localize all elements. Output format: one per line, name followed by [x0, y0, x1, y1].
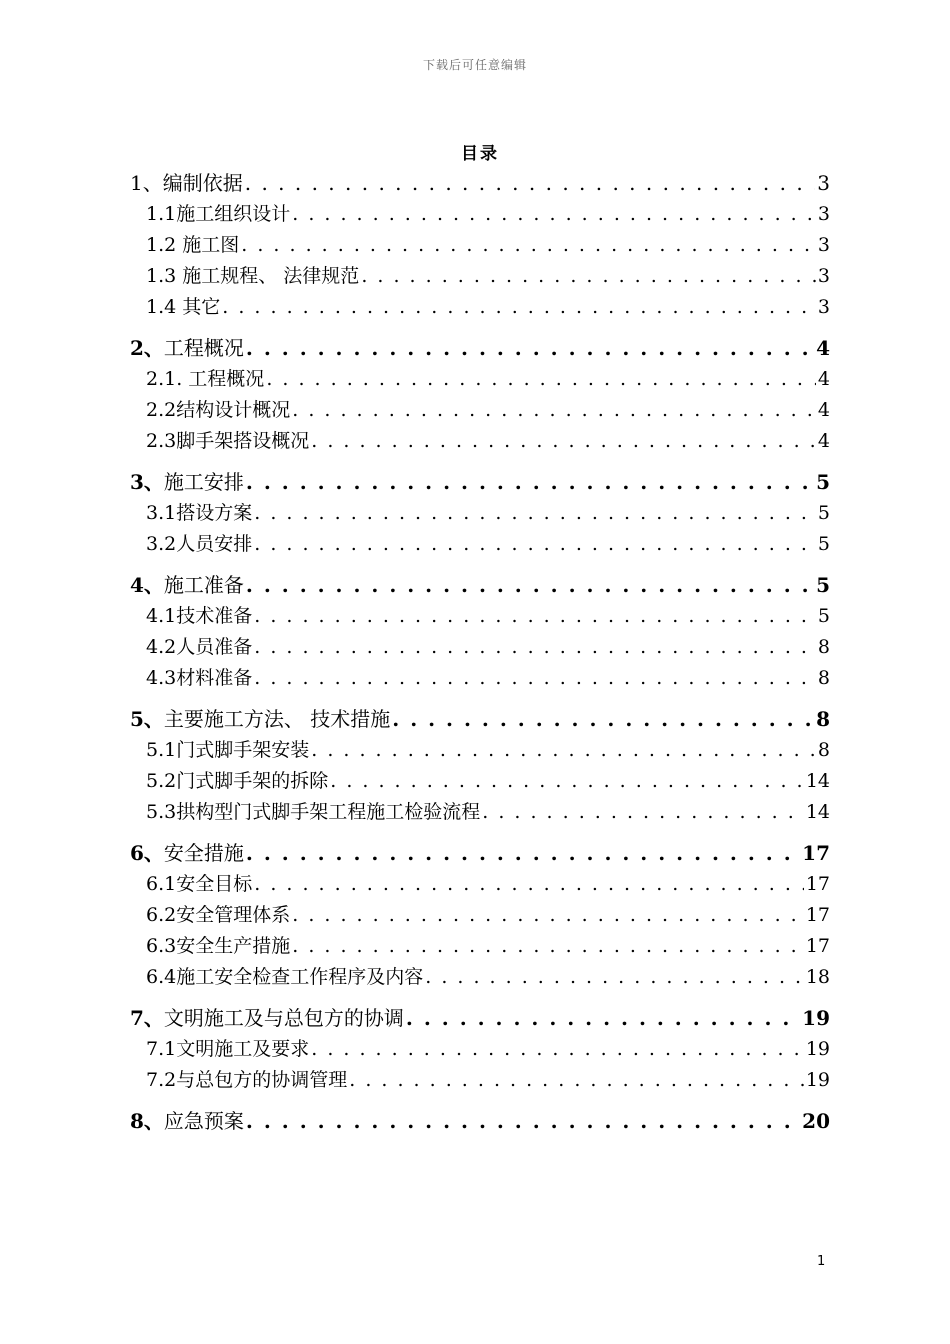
toc-entry-page: 19: [805, 1038, 830, 1060]
toc-entry-number: 7、: [130, 1006, 164, 1030]
toc-entry-section[interactable]: [130, 601, 830, 632]
toc-entry-page: 17: [805, 904, 830, 926]
toc-entry-section[interactable]: [130, 1065, 830, 1096]
toc-entry-title: 结构设计概况: [176, 399, 291, 421]
dot-leader: [222, 292, 816, 323]
dot-leader: [311, 1034, 804, 1065]
dot-leader: [392, 704, 814, 735]
toc-entry-page: 4: [817, 368, 830, 390]
toc-title: 目录: [461, 144, 499, 164]
toc-entry-title: 技术准备: [176, 605, 253, 627]
toc-entry-chapter[interactable]: [130, 333, 830, 364]
dot-leader: [254, 632, 816, 663]
toc-entry-page: 4: [817, 430, 830, 452]
toc-entry-title: 安全管理体系: [176, 904, 291, 926]
toc-entry-number: 5.2: [146, 770, 177, 792]
toc-entry-page: 17: [805, 873, 830, 895]
toc-entry-number: 6.4: [146, 966, 177, 988]
toc-entry-section[interactable]: [130, 632, 830, 663]
toc-entry-page: 3: [817, 234, 830, 256]
toc-entry-page: 4: [817, 399, 830, 421]
toc-entry-section[interactable]: [130, 230, 830, 261]
toc-entry-page: 8: [817, 636, 830, 658]
toc-entry-number: 2.3: [146, 430, 177, 452]
dot-leader: [246, 1106, 800, 1137]
toc-entry-number: 2.2: [146, 399, 177, 421]
toc-entry-title: 搭设方案: [176, 502, 253, 524]
toc-entry-number: 5、: [130, 707, 164, 731]
toc-entry-chapter[interactable]: [130, 704, 830, 735]
toc-entry-page: 8: [817, 667, 830, 689]
toc-entry-page: 18: [805, 966, 830, 988]
dot-leader: [254, 529, 816, 560]
toc-entry-number: 6、: [130, 841, 164, 865]
toc-entry-section[interactable]: [130, 797, 830, 828]
toc-entry-title: 编制依据: [162, 171, 243, 195]
toc-entry-title: 人员准备: [176, 636, 253, 658]
toc-entry-title: 与总包方的协调管理: [176, 1069, 348, 1091]
dot-leader: [246, 467, 814, 498]
toc-entry-section[interactable]: [130, 900, 830, 931]
toc-entry-section[interactable]: [130, 766, 830, 797]
toc-entry-title: 人员安排: [176, 533, 253, 555]
toc-entry-number: 1.1: [146, 203, 177, 225]
toc-entry-number: 3、: [130, 470, 164, 494]
toc-entry-chapter[interactable]: [130, 168, 830, 199]
toc-entry-number: 1.2: [146, 234, 177, 256]
toc-entry-title: 门式脚手架安装: [176, 739, 310, 761]
toc-entry-page: 5: [816, 470, 830, 494]
toc-entry-page: 5: [817, 605, 830, 627]
dot-leader: [406, 1003, 800, 1034]
toc-entry-chapter[interactable]: [130, 570, 830, 601]
toc-entry-title: 施工准备: [163, 573, 244, 597]
dot-leader: [254, 663, 816, 694]
toc-entry-title: 脚手架搭设概况: [176, 430, 310, 452]
toc-entry-page: 4: [816, 336, 830, 360]
toc-entry-number: 4.1: [146, 605, 177, 627]
toc-entry-title: 施工安排: [163, 470, 244, 494]
dot-leader: [330, 766, 804, 797]
toc-entry-page: 3: [817, 203, 830, 225]
dot-leader: [246, 838, 800, 869]
dot-leader: [241, 230, 816, 261]
dot-leader: [246, 333, 814, 364]
toc-entry-title: 主要施工方法、 技术措施: [163, 707, 391, 731]
toc-entry-title: 施工图: [176, 234, 240, 256]
toc-entry-number: 4.2: [146, 636, 177, 658]
toc-entry-number: 2.1.: [146, 368, 183, 390]
toc-entry-title: 应急预案: [163, 1109, 244, 1133]
toc-entry-page: 8: [817, 739, 830, 761]
toc-entry-section[interactable]: [130, 426, 830, 457]
toc-entry-chapter[interactable]: [130, 467, 830, 498]
toc-entry-section[interactable]: [130, 498, 830, 529]
toc-entry-number: 1.3: [146, 265, 177, 287]
toc-entry-number: 3.2: [146, 533, 177, 555]
dot-leader: [254, 601, 816, 632]
toc-entry-title: 施工安全检查工作程序及内容: [176, 966, 424, 988]
toc-entry-section[interactable]: [130, 962, 830, 993]
dot-leader: [254, 498, 816, 529]
toc-entry-title: 安全目标: [176, 873, 253, 895]
dot-leader: [292, 931, 804, 962]
dot-leader: [311, 735, 816, 766]
toc-entry-title: 安全措施: [163, 841, 244, 865]
toc-entry-number: 8、: [130, 1109, 164, 1133]
dot-leader: [482, 797, 804, 828]
table-of-contents: [130, 168, 830, 1137]
dot-leader: [254, 869, 804, 900]
toc-entry-section[interactable]: [130, 931, 830, 962]
toc-entry-number: 2、: [130, 336, 164, 360]
toc-entry-section[interactable]: [130, 529, 830, 560]
toc-entry-title: 门式脚手架的拆除: [176, 770, 329, 792]
toc-entry-number: 3.1: [146, 502, 177, 524]
toc-entry-section[interactable]: [130, 261, 830, 292]
toc-entry-number: 5.1: [146, 739, 177, 761]
dot-leader: [246, 570, 814, 601]
toc-entry-number: 4、: [130, 573, 164, 597]
dot-leader: [266, 364, 816, 395]
dot-leader: [292, 395, 816, 426]
toc-entry-number: 1、: [130, 171, 163, 195]
toc-entry-title: 施工规程、 法律规范: [176, 265, 360, 287]
toc-entry-title: 工程概况: [163, 336, 244, 360]
dot-leader: [292, 199, 816, 230]
dot-leader: [292, 900, 804, 931]
toc-entry-title: 工程概况: [182, 368, 265, 390]
dot-leader: [311, 426, 816, 457]
toc-entry-section[interactable]: [130, 364, 830, 395]
toc-entry-number: 6.3: [146, 935, 177, 957]
toc-entry-page: 19: [802, 1006, 830, 1030]
header-note: 下载后可任意编辑: [422, 58, 527, 72]
toc-entry-page: 14: [805, 801, 830, 823]
toc-entry-page: 20: [802, 1109, 830, 1133]
toc-entry-title: 文明施工及要求: [176, 1038, 310, 1060]
dot-leader: [245, 168, 816, 199]
toc-entry-title: 施工组织设计: [176, 203, 291, 225]
toc-entry-title: 材料准备: [176, 667, 253, 689]
toc-entry-section[interactable]: [130, 199, 830, 230]
dot-leader: [425, 962, 804, 993]
dot-leader: [349, 1065, 804, 1096]
toc-entry-page: 14: [805, 770, 830, 792]
toc-entry-number: 7.1: [146, 1038, 177, 1060]
toc-entry-section[interactable]: [130, 663, 830, 694]
toc-entry-title: 文明施工及与总包方的协调: [163, 1006, 404, 1030]
dot-leader: [361, 261, 816, 292]
toc-entry-chapter[interactable]: [130, 1106, 830, 1137]
toc-entry-title: 拱构型门式脚手架工程施工检验流程: [176, 801, 481, 823]
toc-entry-number: 4.3: [146, 667, 177, 689]
toc-entry-page: 5: [817, 533, 830, 555]
page-number: 1: [817, 1254, 826, 1269]
toc-entry-page: 19: [805, 1069, 830, 1091]
toc-entry-page: 17: [802, 841, 830, 865]
toc-entry-section[interactable]: [130, 735, 830, 766]
toc-entry-chapter[interactable]: [130, 1003, 830, 1034]
toc-entry-section[interactable]: [130, 869, 830, 900]
toc-entry-number: 1.4: [146, 296, 177, 318]
toc-entry-page: 8: [816, 707, 830, 731]
toc-entry-page: 17: [805, 935, 830, 957]
toc-entry-number: 5.3: [146, 801, 177, 823]
toc-entry-page: 5: [816, 573, 830, 597]
toc-entry-number: 6.1: [146, 873, 177, 895]
toc-entry-section[interactable]: [130, 292, 830, 323]
toc-entry-number: 6.2: [146, 904, 177, 926]
toc-entry-page: 3: [817, 265, 830, 287]
toc-entry-page: 3: [817, 296, 830, 318]
toc-entry-title: 安全生产措施: [176, 935, 291, 957]
toc-entry-title: 其它: [176, 296, 221, 318]
toc-entry-section[interactable]: [130, 1034, 830, 1065]
toc-entry-page: 5: [817, 502, 830, 524]
toc-entry-chapter[interactable]: [130, 838, 830, 869]
toc-entry-page: 3: [817, 171, 830, 195]
toc-entry-section[interactable]: [130, 395, 830, 426]
toc-entry-number: 7.2: [146, 1069, 177, 1091]
